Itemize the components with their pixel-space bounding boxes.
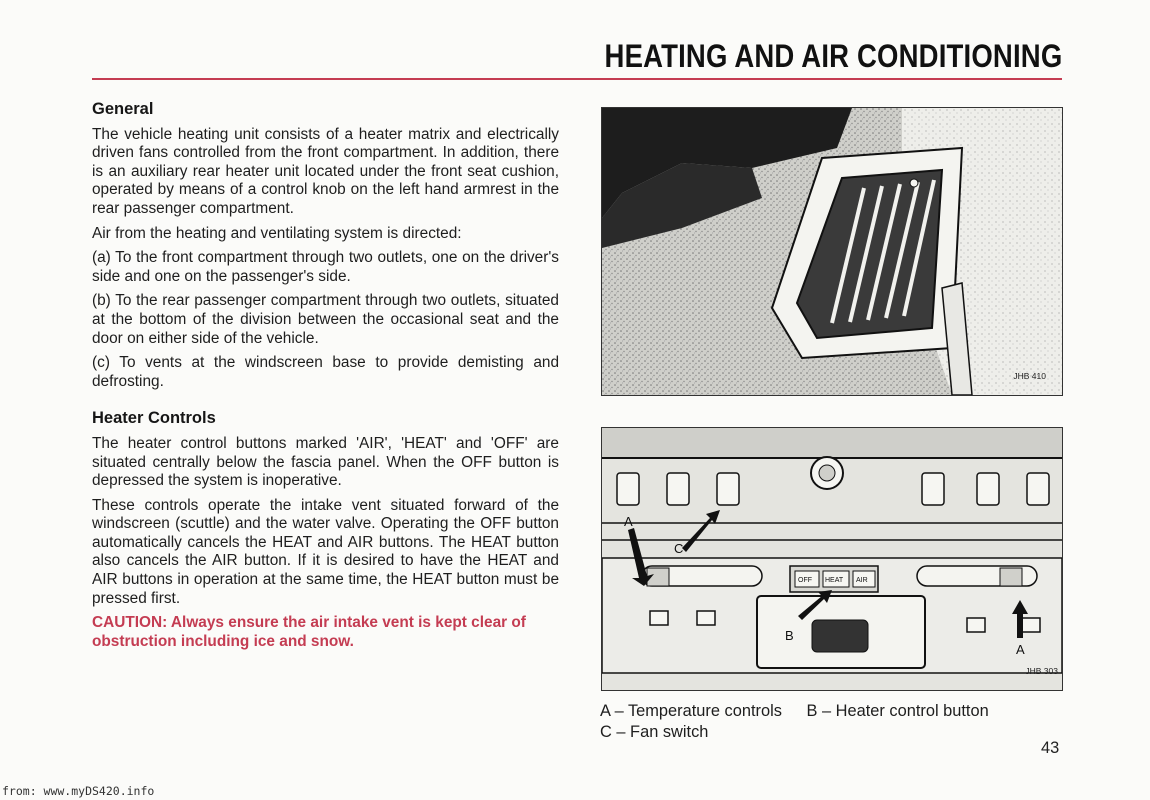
general-paragraph: (b) To the rear passenger compartment through two outlets, situated at the bottom of the division between the occasional seat and the door on either side of the vehicle. <box>92 292 559 347</box>
figure-label-a-right: A <box>1016 642 1025 657</box>
caution-note: CAUTION: Always ensure the air intake vent is kept clear of obstruction including ice and snow. <box>92 614 526 650</box>
figure-label-a-left: A <box>624 514 633 529</box>
caption-a: A – Temperature controls <box>600 702 782 720</box>
vent-illustration <box>601 107 1063 396</box>
figure-code-vent: JHB 410 <box>1013 371 1046 381</box>
title-divider <box>92 78 1062 80</box>
controls-illustration <box>601 427 1063 691</box>
section-heading-heater-controls: Heater Controls <box>92 409 216 428</box>
section-heading-general: General <box>92 100 154 118</box>
vent-drawing <box>602 108 1062 395</box>
caption-b: B – Heater control button <box>806 702 989 720</box>
figure-caption-row-1 <box>600 702 989 721</box>
general-paragraph: (a) To the front compartment through two outlets, one on the driver's side and one on the passenger's side. <box>92 249 559 285</box>
general-paragraph: (c) To vents at the windscreen base to provide demisting and defrosting. <box>92 354 559 390</box>
page-number: 43 <box>1041 739 1060 757</box>
general-paragraph: Air from the heating and ventilating system is directed: <box>92 224 462 242</box>
figure-label-b: B <box>785 628 794 643</box>
heater-paragraph: The heater control buttons marked 'AIR', 'HEAT' and 'OFF' are situated centrally below the fascia panel. When the OFF button is depressed the system is inoperative. <box>92 434 559 490</box>
heater-paragraph: These controls operate the intake vent situated forward of the windscreen (scuttle) and the water valve. Operating the OFF button automatically cancels the HEAT and AIR buttons. The HEAT button also cancels the AIR button. If it is desired to have the HEAT and AIR buttons in operation at the same time, the HEAT button must be pressed first. <box>92 496 559 607</box>
controls-drawing <box>602 428 1062 690</box>
body-text-column <box>92 100 559 657</box>
button-label-air: AIR <box>856 577 868 584</box>
button-label-off: OFF <box>798 577 812 584</box>
figure-code-controls: JHB 303 <box>1025 666 1058 676</box>
figure-label-c: C <box>674 541 684 556</box>
figure-caption-row-2 <box>600 723 708 742</box>
button-label-heat: HEAT <box>825 577 844 584</box>
caption-c: C – Fan switch <box>600 723 709 741</box>
general-paragraph: The vehicle heating unit consists of a heater matrix and electrically driven fans controlled from the front compartment. In addition, there is an auxiliary rear heater unit located under the front seat cushion, operated by means of a control knob on the left hand armrest in the rear passenger compartment. <box>92 125 559 217</box>
source-watermark: from: www.myDS420.info <box>2 784 155 798</box>
page-title: HEATING AND AIR CONDITIONING <box>604 38 1062 74</box>
